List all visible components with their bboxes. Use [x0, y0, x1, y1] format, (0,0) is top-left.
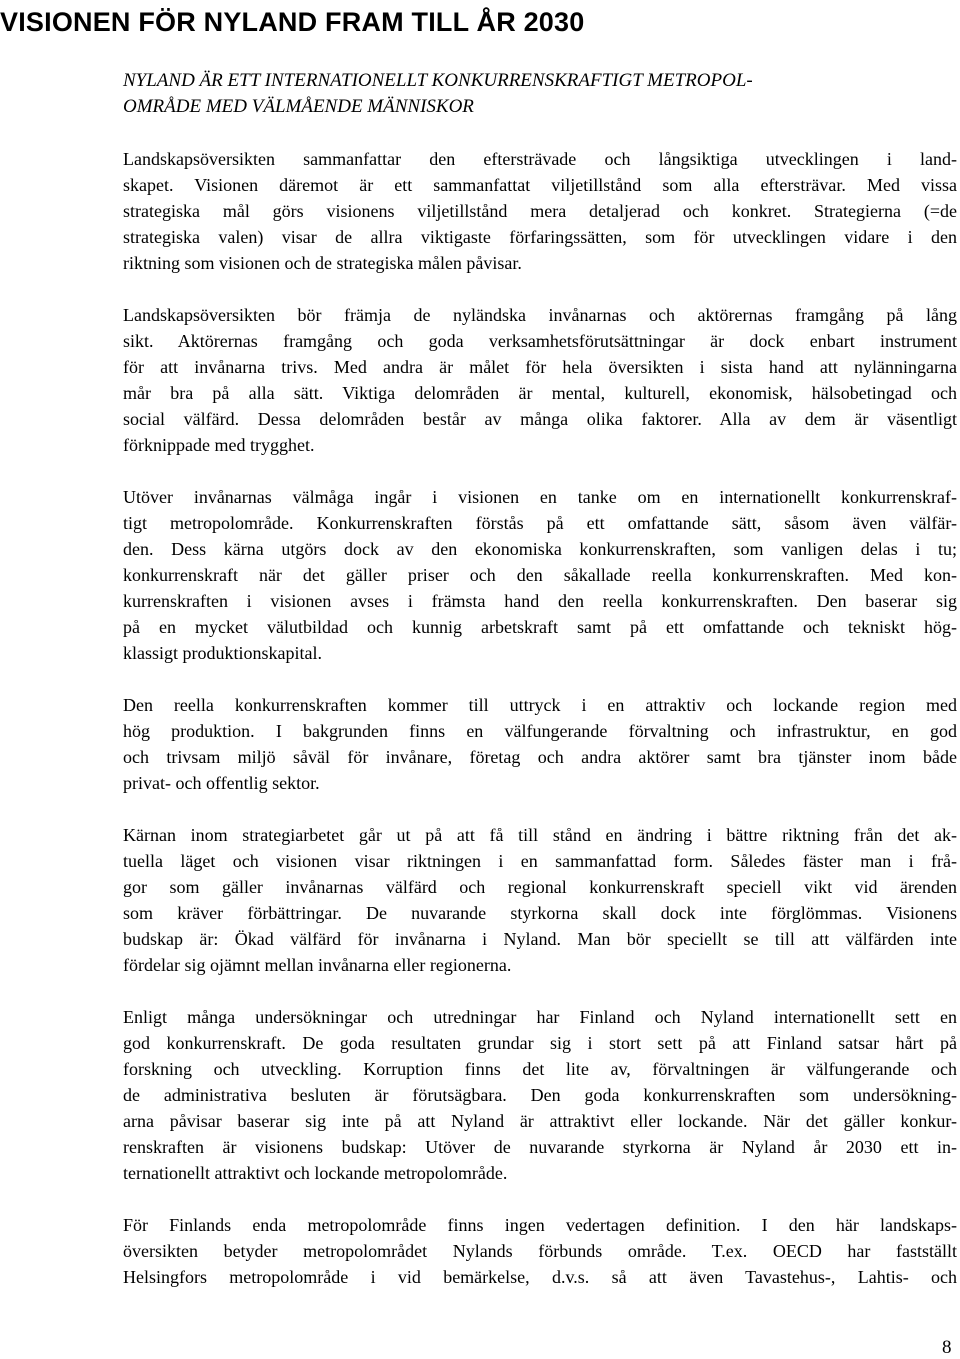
text-line: den. Dess kärna utgörs dock av den ekonomiska konkurrenskraften, som vanligen delas i tu; [123, 539, 957, 559]
text-line: social välfärd. Dessa delområden består av många olika faktorer. Alla av dem är väsentligt [123, 409, 957, 429]
text-line: forskning och utveckling. Korruption finns det lite av, förvaltningen är välfungerande och [123, 1059, 957, 1079]
text-line: tuella läget och visionen visar riktningen i en sammanfattad form. Således fäster man i frå- [123, 851, 957, 871]
text-line: klassigt produktionskapital. [123, 643, 322, 663]
text-line: ternationellt attraktivt och lockande metropolområde. [123, 1163, 508, 1183]
text-line: konkurrenskraft när det gäller priser och den såkallade reella konkurrenskraften. Med kon- [123, 565, 957, 585]
text-line: de administrativa besluten är förutsägbara. Den goda konkurrenskraften som undersökning- [123, 1085, 957, 1105]
section-subtitle [123, 68, 957, 120]
text-line: och trivsam miljö såväl för invånare, företag och andra aktörer samt bra tjänster inom både [123, 747, 957, 767]
text-line: gor som gäller invånarnas välfärd och regional konkurrenskraft speciell vikt vid ärenden [123, 877, 957, 897]
text-line: riktning som visionen och de strategiska målen påvisar. [123, 253, 522, 273]
paragraph-3 [123, 484, 957, 666]
page-number: 8 [942, 1337, 952, 1358]
paragraph-4 [123, 692, 957, 796]
text-line: Kärnan inom strategiarbetet går ut på att få till stånd en ändring i bättre riktning från det ak- [123, 825, 957, 845]
text-line: översikten betyder metropolområdet Nylands förbunds område. T.ex. OECD har fastställt [123, 1241, 957, 1261]
text-line: kurrenskraften i visionen avses i främsta hand den reella konkurrenskraften. Den baserar sig [123, 591, 957, 611]
text-line: förknippade med trygghet. [123, 435, 315, 455]
text-line: Den reella konkurrenskraften kommer till uttryck i en attraktiv och lockande region med [123, 695, 957, 715]
text-line: som kräver förbättringar. De nuvarande styrkorna skall dock inte förglömmas. Visionens [123, 903, 957, 923]
document-body [123, 68, 957, 1316]
paragraph-1 [123, 146, 957, 276]
text-line: på en mycket välutbildad och kunnig arbetskraft samt på ett omfattande och tekniskt hög- [123, 617, 957, 637]
text-line: Enligt många undersökningar och utredningar har Finland och Nyland internationellt sett en [123, 1007, 957, 1027]
text-line: privat- och offentlig sektor. [123, 773, 320, 793]
text-line: renskraften är visionens budskap: Utöver de nuvarande styrkorna är Nyland år 2030 ett in- [123, 1137, 957, 1157]
text-line: budskap är: Ökad välfärd för invånarna i Nyland. Man bör speciellt se till att välfärden inte [123, 929, 957, 949]
paragraph-7 [123, 1212, 957, 1290]
paragraph-6 [123, 1004, 957, 1186]
text-line: Helsingfors metropolområde i vid bemärkelse, d.v.s. så att även Tavastehus-, Lahtis- och [123, 1267, 957, 1287]
subtitle-line: NYLAND ÄR ETT INTERNATIONELLT KONKURRENSKRAFTIGT METROPOL- [123, 70, 753, 91]
text-line: fördelar sig ojämnt mellan invånarna eller regionerna. [123, 955, 512, 975]
text-line: arna påvisar baserar sig inte på att Nyland är attraktivt eller lockande. När det gäller konkur- [123, 1111, 957, 1131]
text-line: Utöver invånarnas välmåga ingår i visionen en tanke om en internationellt konkurrenskraf- [123, 487, 957, 507]
text-line: För Finlands enda metropolområde finns ingen vedertagen definition. I den här landskaps- [123, 1215, 957, 1235]
text-line: strategiska mål görs visionens viljetillstånd mera detaljerad och konkret. Strategierna (=de [123, 201, 957, 221]
text-line: skapet. Visionen däremot är ett sammanfattat viljetillstånd som alla eftersträvar. Med vissa [123, 175, 957, 195]
paragraph-2 [123, 302, 957, 458]
text-line: Landskapsöversikten bör främja de nyländska invånarnas och aktörernas framgång på lång [123, 305, 957, 325]
text-line: mår bra på alla sätt. Viktiga delområden är mental, kulturell, ekonomisk, hälsobetingad och [123, 383, 957, 403]
text-line: tigt metropolområde. Konkurrenskraften förstås på ett omfattande sätt, såsom även välfär- [123, 513, 957, 533]
page-title: VISIONEN FÖR NYLAND FRAM TILL ÅR 2030 [0, 7, 585, 37]
text-line: för att invånarna trivs. Med andra är målet för hela översikten i sista hand att nylänningarna [123, 357, 957, 377]
text-line: hög produktion. I bakgrunden finns en välfungerande förvaltning och infrastruktur, en god [123, 721, 957, 741]
text-line: god konkurrenskraft. De goda resultaten grundar sig i stort sett på att Finland satsar hårt på [123, 1033, 957, 1053]
text-line: sikt. Aktörernas framgång och goda verksamhetsförutsättningar är dock enbart instrument [123, 331, 957, 351]
paragraph-5 [123, 822, 957, 978]
text-line: Landskapsöversikten sammanfattar den eftersträvade och långsiktiga utvecklingen i land- [123, 149, 957, 169]
text-line: strategiska valen) visar de allra viktigaste förfaringssätten, som för utvecklingen vidare i den [123, 227, 957, 247]
subtitle-line: OMRÅDE MED VÄLMÅENDE MÄNNISKOR [123, 96, 474, 117]
